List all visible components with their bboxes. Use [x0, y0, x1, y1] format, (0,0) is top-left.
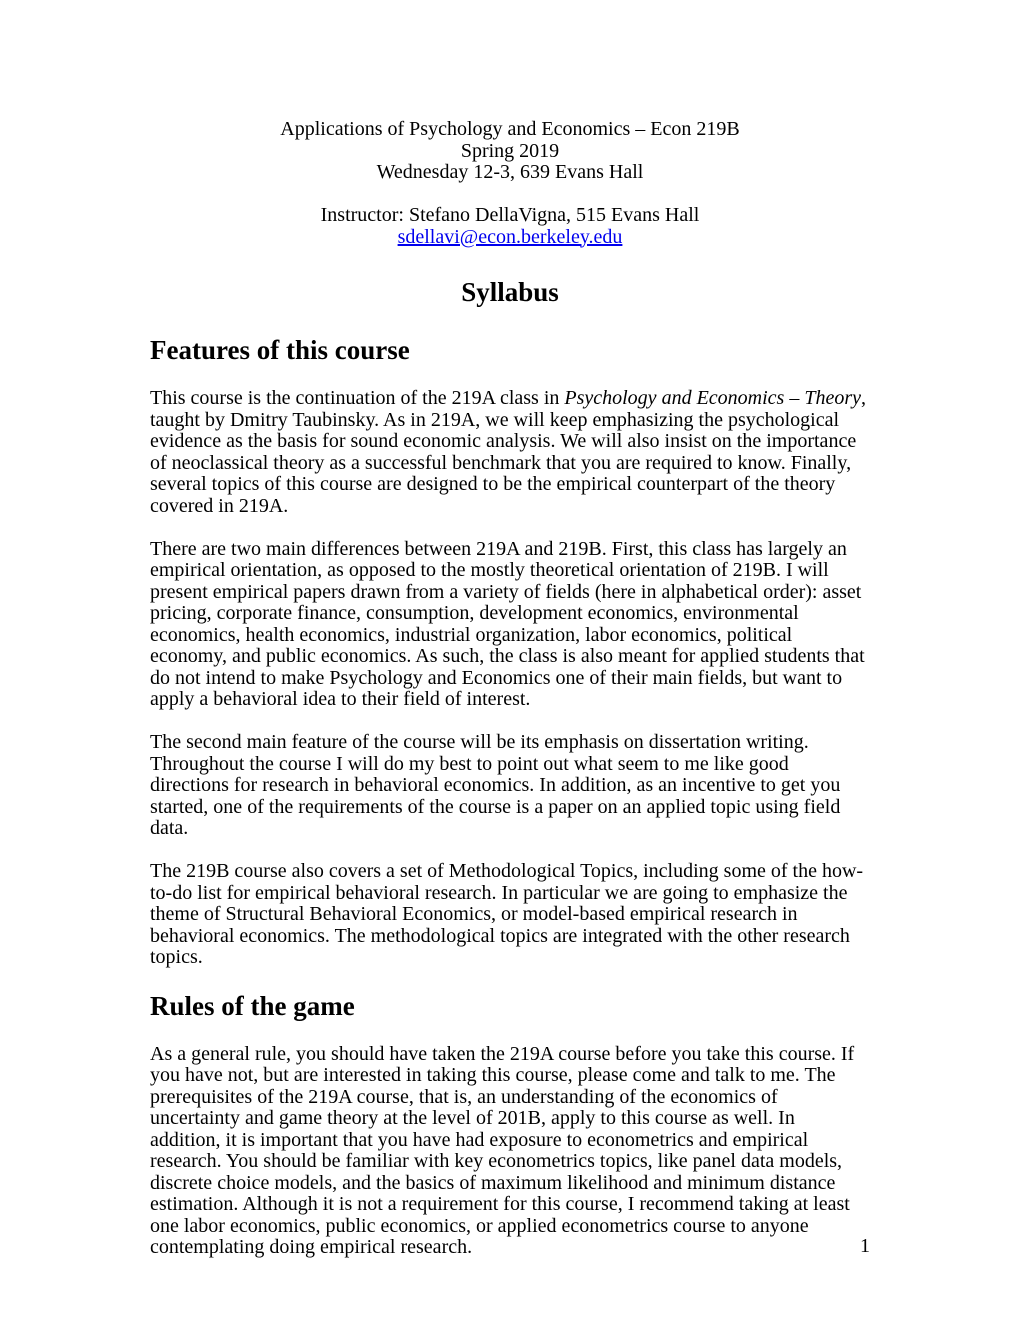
paragraph-segment-italic: Psychology and Economics – Theory [564, 387, 861, 409]
section-heading-rules: Rules of the game [150, 990, 355, 1021]
paragraph-features-3: The second main feature of the course will be its emphasis on dissertation writing. Throughout the course I will do my best to point out what seem to me like good directions for research in behavioral economics. In addition, as an incentive to get you started, one of the requirements of the course is a paper on an applied topic using field data. [150, 731, 841, 839]
paragraph-segment: , taught by Dmitry Taubinsky. As in 219A, we will keep emphasizing the psychological evidence as the basis for sound economic analysis. We will also insist on the importance of neoclassical theory as a successful benchmark that you are required to know. Finally, several topics of this course are designed to be the empirical counterpart of the theory covered in 219A. [150, 387, 866, 517]
course-title-line: Applications of Psychology and Economics – Econ 219B [280, 118, 740, 140]
paragraph-rules-1: As a general rule, you should have taken the 219A course before you take this course. If you have not, but are interested in taking this course, please come and talk to me. The prerequisites of the 219A course, that is, an understanding of the economics of uncertainty and game theory at the level of 201B, apply to this course as well. In addition, it is important that you have had exposure to econometrics and empirical research. You should be familiar with key econometrics topics, like panel data models, discrete choice models, and the basics of maximum likelihood and minimum distance estimation. Although it is not a requirement for this course, I recommend taking at least one labor economics, public economics, or applied econometrics course to anyone contemplating doing empirical research. [150, 1042, 855, 1258]
document-title: Syllabus [461, 277, 559, 307]
term-line: Spring 2019 [460, 139, 560, 162]
paragraph-features-2: There are two main differences between 219A and 219B. First, this class has largely an empirical orientation, as opposed to the mostly theoretical orientation of 219B. I will present empirical papers drawn from a variety of fields (here in alphabetical order): asset pricing, corporate finance, consumption, development economics, environmental economics, health economics, industrial organization, labor economics, political economy, and public economics. As such, the class is also meant for applied students that do not intend to make Psychology and Economics one of their main fields, but want to apply a behavioral idea to their field of interest. [150, 537, 865, 710]
section-heading-features: Features of this course [150, 335, 410, 365]
schedule-line: Wednesday 12-3, 639 Evans Hall [376, 161, 644, 183]
course-header [150, 119, 870, 248]
instructor-line: Instructor: Stefano DellaVigna, 515 Evans Hall [320, 204, 700, 226]
paragraph-segment: This course is the continuation of the 219A class in [150, 387, 565, 409]
email-line [150, 227, 870, 249]
page-content [150, 119, 870, 1259]
email-link[interactable]: sdellavi@econ.berkeley.edu [397, 225, 623, 248]
paragraph-features-4: The 219B course also covers a set of Methodological Topics, including some of the how-to-do list for empirical behavioral research. In particular we are going to emphasize the theme of Structural Behavioral Economics, or model-based empirical research in behavioral economics. The methodological topics are integrated with the other research topics. [150, 860, 864, 968]
page-number: 1 [860, 1235, 870, 1257]
paragraph-features-1 [150, 388, 870, 517]
